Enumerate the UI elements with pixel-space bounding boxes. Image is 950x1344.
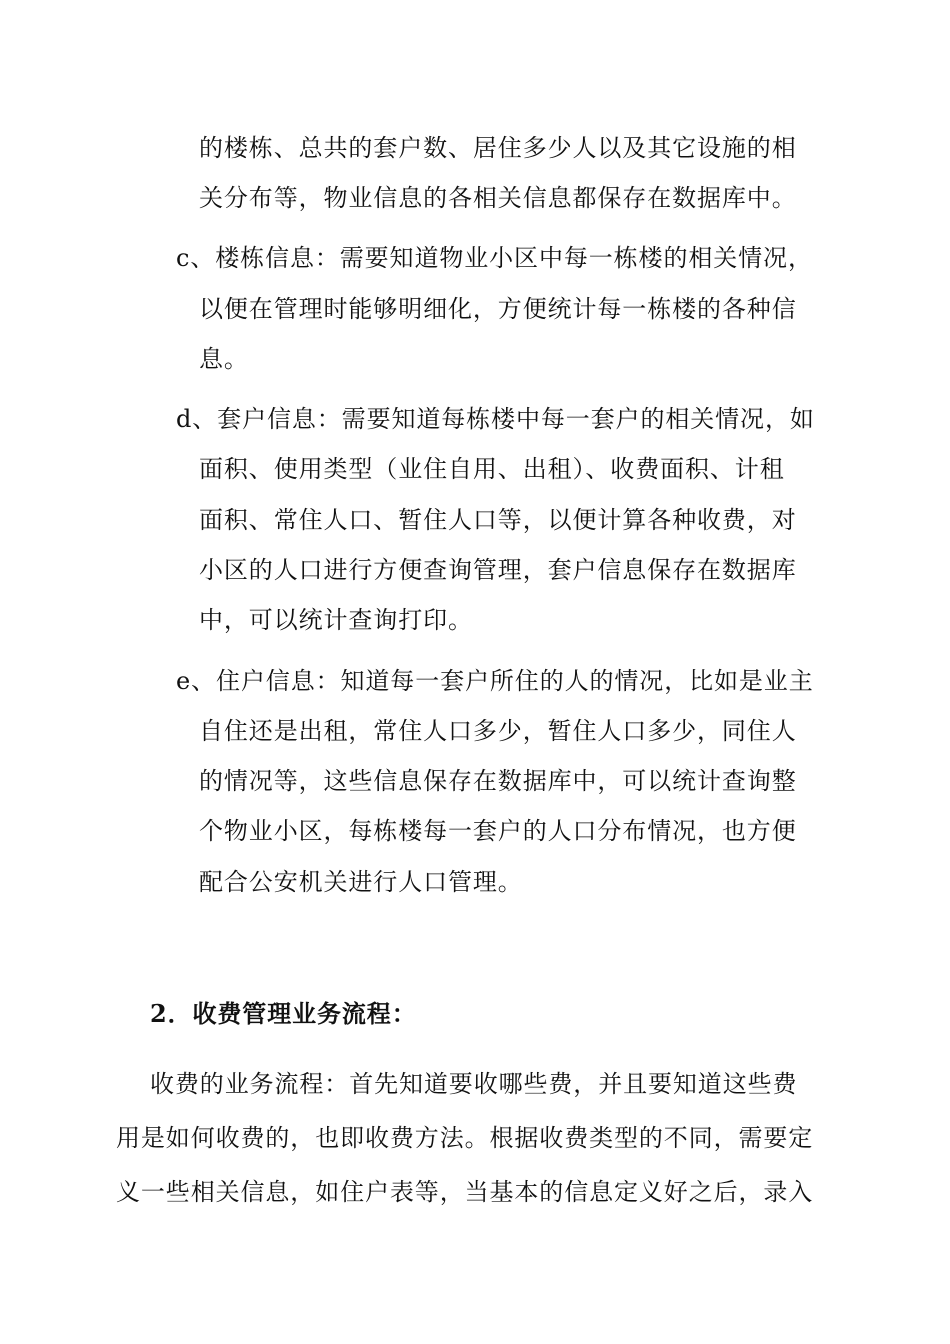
section-heading: 2．收费管理业务流程： bbox=[150, 999, 417, 1028]
section-paragraph-line-3: 义一些相关信息，如住户表等，当基本的信息定义好之后，录入 bbox=[116, 1178, 814, 1206]
item-c-line-2: 以便在管理时能够明细化，方便统计每一栋楼的各种信 bbox=[199, 295, 797, 323]
item-e-line-4: 个物业小区，每栋楼每一套户的人口分布情况，也方便 bbox=[199, 817, 797, 845]
item-e-line-2: 自住还是出租，常住人口多少，暂住人口多少，同住人 bbox=[199, 717, 797, 745]
item-d-line-5: 中，可以统计查询打印。 bbox=[199, 606, 473, 634]
item-e-line-1: e、住户信息：知道每一套户所住的人的情况，比如是业主 bbox=[176, 667, 814, 695]
item-d-line-4: 小区的人口进行方便查询管理，套户信息保存在数据库 bbox=[199, 556, 797, 584]
intro-line-1: 的楼栋、总共的套户数、居住多少人以及其它设施的相 bbox=[199, 134, 797, 162]
item-d-line-3: 面积、常住人口、暂住人口等，以便计算各种收费，对 bbox=[199, 506, 797, 534]
item-e-line-5: 配合公安机关进行人口管理。 bbox=[199, 868, 523, 896]
item-c-line-3: 息。 bbox=[199, 345, 249, 373]
item-e-line-3: 的情况等，这些信息保存在数据库中，可以统计查询整 bbox=[199, 767, 797, 795]
item-d-line-2: 面积、使用类型（业住自用、出租）、收费面积、计租 bbox=[199, 455, 785, 483]
section-paragraph-line-1: 收费的业务流程：首先知道要收哪些费，并且要知道这些费 bbox=[150, 1070, 798, 1098]
section-paragraph-line-2: 用是如何收费的，也即收费方法。根据收费类型的不同，需要定 bbox=[116, 1124, 814, 1152]
item-c-line-1: c、楼栋信息：需要知道物业小区中每一栋楼的相关情况， bbox=[176, 244, 813, 272]
item-d-line-1: d、套户信息：需要知道每栋楼中每一套户的相关情况，如 bbox=[176, 405, 815, 433]
intro-line-2: 关分布等，物业信息的各相关信息都保存在数据库中。 bbox=[199, 184, 797, 212]
